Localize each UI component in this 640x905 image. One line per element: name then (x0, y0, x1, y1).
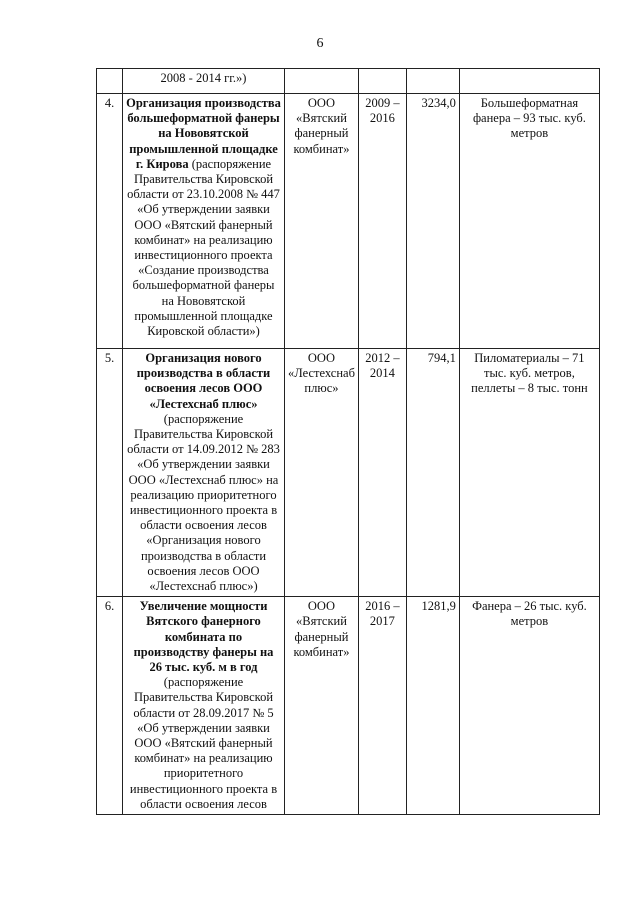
cell-result (459, 69, 599, 94)
organization: ООО «Вятский фанерный комбинат» (285, 94, 359, 349)
project-title: Увеличение мощности Вятского фанерного комбината по производству фанеры на 26 тыс. куб. м в год (133, 599, 274, 675)
table-row (97, 349, 600, 597)
investment-amount: 794,1 (406, 349, 459, 597)
project-description (123, 597, 285, 815)
investment-amount: 3234,0 (406, 94, 459, 349)
project-result: Большеформатная фанера – 93 тыс. куб. метров (459, 94, 599, 349)
period: 2016 – 2017 (358, 597, 406, 815)
cell-org (285, 69, 359, 94)
cell-period (358, 69, 406, 94)
projects-table (96, 68, 600, 815)
organization: ООО «Вятский фанерный комбинат» (285, 597, 359, 815)
project-result: Пиломатериалы – 71 тыс. куб. метров, пеллеты – 8 тыс. тонн (459, 349, 599, 597)
project-basis: (распоряжение Правительства Кировской области от 28.09.2017 № 5 «Об утверждении заявки ООО «Вятский фанерный комбинат» на реализацию приоритетного инвестиционного проекта в области освоения лесов (129, 675, 278, 811)
investment-amount: 1281,9 (406, 597, 459, 815)
page-number: 6 (316, 36, 324, 51)
project-result: Фанера – 26 тыс. куб. метров (459, 597, 599, 815)
cell-num (97, 69, 123, 94)
row-number: 6. (97, 597, 123, 815)
table-row-continuation (97, 69, 600, 94)
project-basis: (распоряжение Правительства Кировской области от 14.09.2012 № 283 «Об утверждении заявки ООО «Лестехснаб плюс» на реализацию приоритетного инвестиционного проекта в области освоения лесов «Организация нового производства в области освоения лесов ООО «Лестехснаб плюс») (127, 411, 280, 594)
period: 2009 – 2016 (358, 94, 406, 349)
table-row (97, 597, 600, 815)
cell-continuation-text: 2008 - 2014 гг.») (123, 69, 285, 94)
row-number: 4. (97, 94, 123, 349)
project-title: Организация производства большеформатной фанеры на Нововятской промышленной площадке г. Кирова (126, 96, 281, 171)
project-basis: (распоряжение Правительства Кировской области от 23.10.2008 № 447 «Об утверждении заявки ООО «Вятский фанерный комбинат» на реализацию инвестиционного проекта «Создание производства большеформатной фанеры на Нововятской промышленной площадке Кировской области») (127, 156, 280, 339)
project-description (123, 349, 285, 597)
cell-amount (406, 69, 459, 94)
row-number: 5. (97, 349, 123, 597)
table-row (97, 94, 600, 349)
period: 2012 – 2014 (358, 349, 406, 597)
organization: ООО «Лестехснаб плюс» (285, 349, 359, 597)
project-title: Организация нового производства в области освоения лесов ООО «Лестехснаб плюс» (136, 351, 271, 411)
project-description (123, 94, 285, 349)
